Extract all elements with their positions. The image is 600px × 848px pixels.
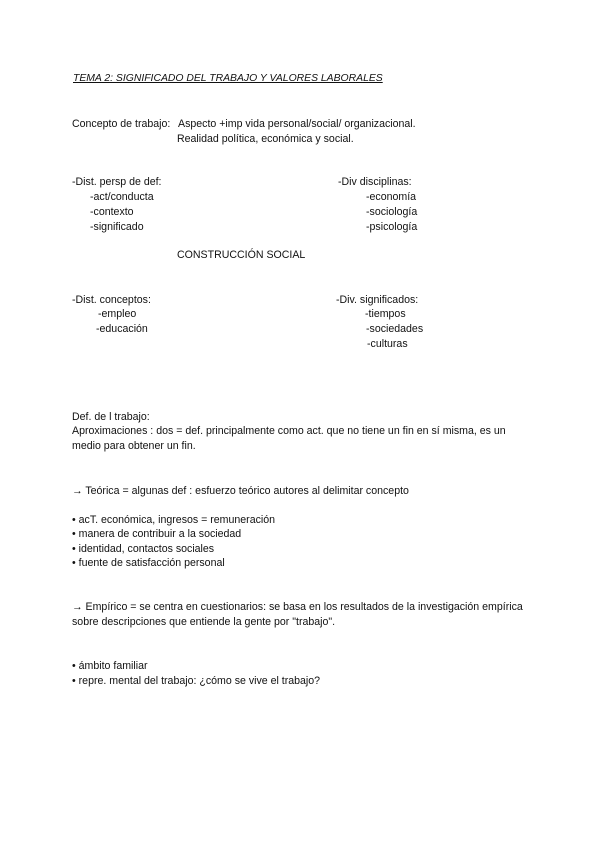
def-trabajo-heading: Def. de l trabajo: <box>72 411 150 423</box>
empirico-bullet: • repre. mental del trabajo: ¿cómo se vive el trabajo? <box>72 675 321 687</box>
construccion-social-heading: CONSTRUCCIÓN SOCIAL <box>177 249 306 261</box>
teorica-bullet: • acT. económica, ingresos = remuneración <box>72 514 276 526</box>
div-disciplinas-item: -psicología <box>366 221 418 233</box>
dist-conceptos-item: -educación <box>96 323 148 335</box>
div-significados-item: -tiempos <box>365 308 406 320</box>
dist-conceptos-item: -empleo <box>98 308 137 320</box>
dist-persp-heading: -Dist. persp de def: <box>72 176 162 188</box>
div-significados-item: -sociedades <box>366 323 424 335</box>
teorica-bullet: • manera de contribuir a la sociedad <box>72 528 242 540</box>
teorica-bullet: • identidad, contactos sociales <box>72 543 215 555</box>
teorica-line: → Teórica = algunas def : esfuerzo teórico autores al delimitar concepto <box>72 485 409 497</box>
dist-conceptos-heading: -Dist. conceptos: <box>72 294 151 306</box>
div-significados-heading: -Div. significados: <box>336 294 419 306</box>
div-disciplinas-item: -economía <box>366 191 417 203</box>
dist-persp-item: -contexto <box>90 206 134 218</box>
dist-persp-item: -act/conducta <box>90 191 154 203</box>
div-significados-item: -culturas <box>367 338 408 350</box>
document-title: TEMA 2: SIGNIFICADO DEL TRABAJO Y VALORES LABORALES <box>73 73 383 84</box>
div-disciplinas-heading: -Div disciplinas: <box>338 176 412 188</box>
concepto-line-2: Realidad política, económica y social. <box>177 133 354 145</box>
concepto-label: Concepto de trabajo: <box>72 118 171 130</box>
concepto-line-1: Aspecto +imp vida personal/social/ organizacional. <box>178 118 416 130</box>
empirico-paragraph: → Empírico = se centra en cuestionarios: se basa en los resultados de la investigación empírica sobre descripciones que entiende la gente por "trabajo". <box>72 601 523 628</box>
teorica-bullet: • fuente de satisfacción personal <box>72 557 225 569</box>
empirico-bullet: • ámbito familiar <box>72 660 148 672</box>
div-disciplinas-item: -sociología <box>366 206 418 218</box>
dist-persp-item: -significado <box>90 221 144 233</box>
aproximaciones-paragraph: Aproximaciones : dos = def. principalmente como act. que no tiene un fin en sí misma, es un medio para obtener un fin. <box>72 425 506 452</box>
